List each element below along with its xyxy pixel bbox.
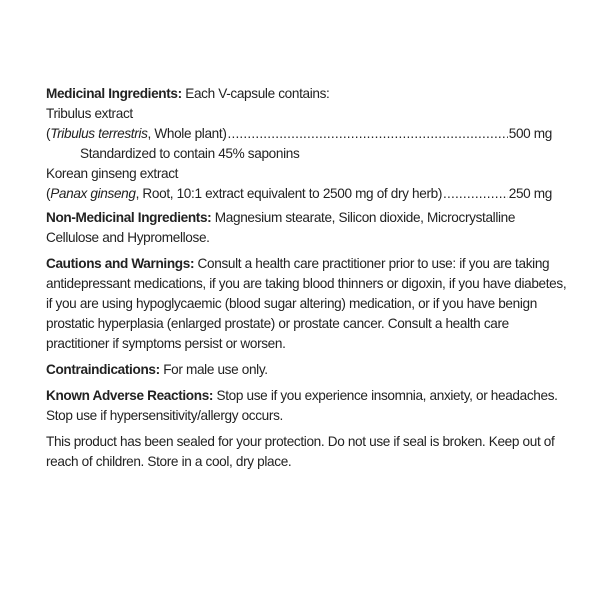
- ginseng-detail-line: [46, 184, 552, 204]
- product-label: [46, 84, 567, 472]
- dot-leader: [443, 184, 508, 204]
- medicinal-ingredients-section: [46, 84, 552, 204]
- storage-line-2: reach of children. Store in a cool, dry place.: [46, 454, 292, 469]
- cautions-line-4: prostatic hyperplasia (enlarged prostate) or prostate cancer. Consult a health care: [46, 316, 509, 331]
- non-medicinal-line-2: Cellulose and Hypromellose.: [46, 230, 210, 245]
- tribulus-part: , Whole plant): [147, 126, 227, 141]
- dot-leader: [228, 124, 508, 144]
- tribulus-detail-line: [46, 124, 552, 144]
- ginseng-part: , Root, 10:1 extract equivalent to 2500 mg of dry herb): [135, 186, 443, 201]
- tribulus-latin-name: Tribulus terrestris: [50, 126, 148, 141]
- tribulus-name: Tribulus extract: [46, 106, 133, 121]
- non-medicinal-heading: Non-Medicinal Ingredients:: [46, 210, 212, 225]
- ginseng-latin-name: Panax ginseng: [50, 186, 136, 201]
- storage-section: [46, 432, 555, 472]
- medicinal-ingredients-heading: Medicinal Ingredients:: [46, 86, 182, 101]
- adverse-line-2: Stop use if hypersensitivity/allergy occurs.: [46, 408, 283, 423]
- cautions-section: [46, 254, 567, 354]
- medicinal-ingredients-line: [46, 84, 552, 104]
- contraindications-section: [46, 360, 552, 380]
- cautions-line-1: Cautions and Warnings: Consult a health care practitioner prior to use: if you are taking: [46, 256, 550, 271]
- adverse-line-1: Known Adverse Reactions: Stop use if you experience insomnia, anxiety, or headaches.: [46, 388, 558, 403]
- ginseng-amount: 250 mg: [508, 186, 552, 201]
- cautions-line-3: if you are using hypoglycaemic (blood sugar altering) medication, or if you have benign: [46, 296, 537, 311]
- ginseng-name: Korean ginseng extract: [46, 166, 179, 181]
- tribulus-source: (Tribulus terrestris, Whole plant): [46, 126, 227, 141]
- tribulus-amount: 500 mg: [508, 126, 552, 141]
- contraindications-heading: Contraindications:: [46, 362, 160, 377]
- ginseng-source: (Panax ginseng, Root, 10:1 extract equivalent to 2500 mg of dry herb): [46, 186, 443, 201]
- cautions-line-5: practitioner if symptoms persist or worsen.: [46, 336, 286, 351]
- adverse-heading: Known Adverse Reactions:: [46, 388, 214, 403]
- tribulus-standardization: Standardized to contain 45% saponins: [80, 146, 300, 161]
- medicinal-ingredients-intro: Each V-capsule contains:: [181, 86, 330, 101]
- storage-line-1: This product has been sealed for your protection. Do not use if seal is broken. Keep out of: [46, 434, 555, 449]
- contraindications-line: Contraindications: For male use only.: [46, 362, 268, 377]
- non-medicinal-section: [46, 208, 552, 248]
- non-medicinal-line-1: Non-Medicinal Ingredients: Magnesium stearate, Silicon dioxide, Microcrystalline: [46, 210, 516, 225]
- adverse-reactions-section: [46, 386, 558, 426]
- cautions-line-2: antidepressant medications, if you are taking blood thinners or digoxin, if you have diabetes,: [46, 276, 567, 291]
- cautions-heading: Cautions and Warnings:: [46, 256, 195, 271]
